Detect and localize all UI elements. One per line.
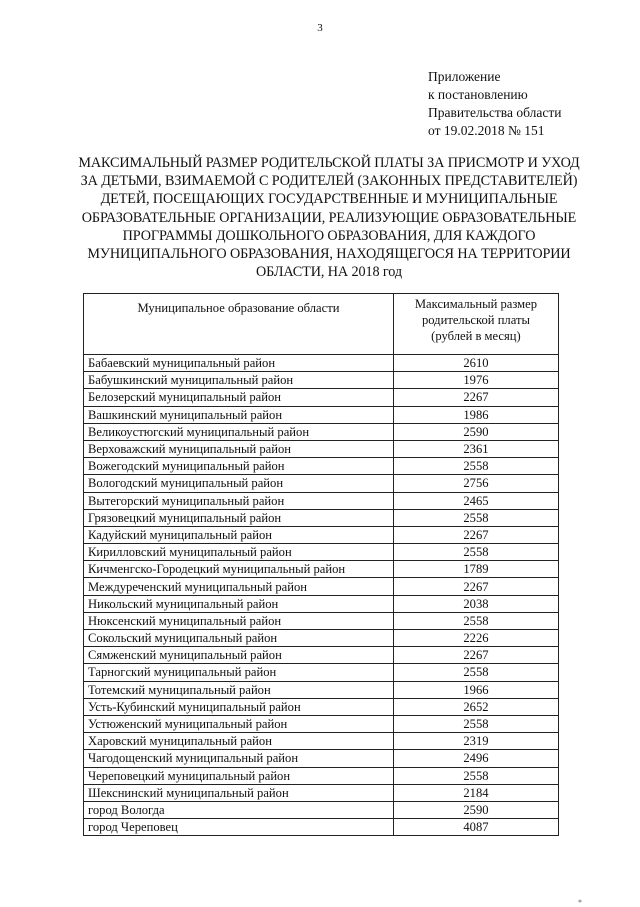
title-line: ОБРАЗОВАТЕЛЬНЫЕ ОРГАНИЗАЦИИ, РЕАЛИЗУЮЩИЕ ОБРАЗОВАТЕЛЬНЫЕ: [81, 209, 577, 226]
appendix-line: Приложение: [428, 69, 501, 84]
fee-cell: 2361: [393, 440, 558, 457]
table-row: [84, 715, 559, 732]
table-row: [84, 475, 559, 492]
municipality-cell: Кичменгско-Городецкий муниципальный район: [84, 561, 394, 578]
table-row: [84, 819, 559, 836]
title-line: ЗА ДЕТЬМИ, ВЗИМАЕМОЙ С РОДИТЕЛЕЙ (ЗАКОННЫХ ПРЕДСТАВИТЕЛЕЙ): [80, 173, 578, 190]
municipality-cell: город Череповец: [84, 819, 394, 836]
table-header-row: [84, 294, 559, 355]
appendix-line: от 19.02.2018 № 151: [428, 123, 545, 138]
fee-cell: 2267: [393, 647, 558, 664]
fee-cell: 4087: [393, 819, 558, 836]
municipality-cell: Бабаевский муниципальный район: [84, 355, 394, 372]
table-row: [84, 406, 559, 423]
table-row: [84, 595, 559, 612]
table-row: [84, 733, 559, 750]
table-row: [84, 681, 559, 698]
municipality-cell: Верховажский муниципальный район: [84, 440, 394, 457]
municipality-cell: Вологодский муниципальный район: [84, 475, 394, 492]
fee-cell: 2756: [393, 475, 558, 492]
table-row: [84, 612, 559, 629]
table-row: [84, 750, 559, 767]
fee-cell: 2267: [393, 526, 558, 543]
municipality-cell: Череповецкий муниципальный район: [84, 767, 394, 784]
municipality-cell: город Вологда: [84, 801, 394, 818]
table-row: [84, 372, 559, 389]
table-row: [84, 389, 559, 406]
municipality-cell: Белозерский муниципальный район: [84, 389, 394, 406]
table-row: [84, 440, 559, 457]
fee-cell: 1789: [393, 561, 558, 578]
title-line: ПРОГРАММЫ ДОШКОЛЬНОГО ОБРАЗОВАНИЯ, ДЛЯ КАЖДОГО: [122, 227, 536, 244]
table-row: [84, 544, 559, 561]
fee-cell: 2590: [393, 423, 558, 440]
table-row: [84, 698, 559, 715]
municipality-cell: Сямженский муниципальный район: [84, 647, 394, 664]
table-row: [84, 630, 559, 647]
municipality-cell: Грязовецкий муниципальный район: [84, 509, 394, 526]
municipality-cell: Великоустюгский муниципальный район: [84, 423, 394, 440]
municipality-cell: Нюксенский муниципальный район: [84, 612, 394, 629]
title-line: МУНИЦИПАЛЬНОГО ОБРАЗОВАНИЯ, НАХОДЯЩЕГОСЯ НА ТЕРРИТОРИИ: [87, 246, 571, 263]
fee-cell: 2319: [393, 733, 558, 750]
table-row: [84, 423, 559, 440]
appendix-line: Правительства области: [428, 105, 562, 120]
document-title: [44, 154, 614, 281]
table-row: [84, 355, 559, 372]
table-row: [84, 664, 559, 681]
table-row: [84, 801, 559, 818]
table-row: [84, 492, 559, 509]
fee-cell: 2558: [393, 664, 558, 681]
fee-cell: 2267: [393, 578, 558, 595]
municipality-cell: Чагодощенский муниципальный район: [84, 750, 394, 767]
fee-cell: 1986: [393, 406, 558, 423]
fee-cell: 1966: [393, 681, 558, 698]
municipality-cell: Кадуйский муниципальный район: [84, 526, 394, 543]
municipality-cell: Вашкинский муниципальный район: [84, 406, 394, 423]
table-row: [84, 526, 559, 543]
municipality-cell: Тотемский муниципальный район: [84, 681, 394, 698]
municipality-cell: Бабушкинский муниципальный район: [84, 372, 394, 389]
title-line: МАКСИМАЛЬНЫЙ РАЗМЕР РОДИТЕЛЬСКОЙ ПЛАТЫ ЗА ПРИСМОТР И УХОД: [78, 155, 580, 171]
fee-cell: 2558: [393, 612, 558, 629]
table-row: [84, 509, 559, 526]
table-row: [84, 578, 559, 595]
appendix-line: к постановлению: [428, 87, 528, 102]
fee-cell: 2267: [393, 389, 558, 406]
fee-cell: 1976: [393, 372, 558, 389]
title-line: ОБЛАСТИ, НА 2018 год: [256, 264, 402, 281]
municipality-cell: Кирилловский муниципальный район: [84, 544, 394, 561]
fee-cell: 2652: [393, 698, 558, 715]
title-line: ДЕТЕЙ, ПОСЕЩАЮЩИХ ГОСУДАРСТВЕННЫЕ И МУНИЦИПАЛЬНЫЕ: [100, 191, 558, 208]
municipality-cell: Никольский муниципальный район: [84, 595, 394, 612]
municipality-cell: Тарногский муниципальный район: [84, 664, 394, 681]
table-row: [84, 561, 559, 578]
municipality-cell: Сокольский муниципальный район: [84, 630, 394, 647]
fee-header-line: Максимальный размер: [414, 297, 538, 311]
fee-column-header: [393, 294, 558, 355]
fee-cell: 2558: [393, 767, 558, 784]
fee-table: [83, 293, 559, 836]
table-row: [84, 767, 559, 784]
fee-header-line: (рублей в месяц): [431, 329, 521, 343]
fee-cell: 2038: [393, 595, 558, 612]
fee-cell: 2558: [393, 458, 558, 475]
fee-cell: 2184: [393, 784, 558, 801]
municipality-cell: Междуреченский муниципальный район: [84, 578, 394, 595]
appendix-block: [428, 68, 561, 140]
municipality-cell: Вожегодский муниципальный район: [84, 458, 394, 475]
municipality-cell: Шекснинский муниципальный район: [84, 784, 394, 801]
fee-header-line: родительской платы: [421, 313, 530, 327]
municipality-cell: Харовский муниципальный район: [84, 733, 394, 750]
municipality-cell: Устюженский муниципальный район: [84, 715, 394, 732]
table-row: [84, 458, 559, 475]
table-row: [84, 784, 559, 801]
page-number: 3: [317, 22, 323, 34]
fee-cell: 2590: [393, 801, 558, 818]
footer-mark: *: [578, 898, 582, 907]
table-row: [84, 647, 559, 664]
municipality-column-header: Муниципальное образование области: [84, 294, 394, 355]
fee-cell: 2496: [393, 750, 558, 767]
fee-cell: 2226: [393, 630, 558, 647]
municipality-cell: Вытегорский муниципальный район: [84, 492, 394, 509]
fee-cell: 2465: [393, 492, 558, 509]
fee-cell: 2558: [393, 544, 558, 561]
table-body: [84, 355, 559, 836]
fee-cell: 2558: [393, 715, 558, 732]
fee-cell: 2610: [393, 355, 558, 372]
municipality-cell: Усть-Кубинский муниципальный район: [84, 698, 394, 715]
fee-cell: 2558: [393, 509, 558, 526]
